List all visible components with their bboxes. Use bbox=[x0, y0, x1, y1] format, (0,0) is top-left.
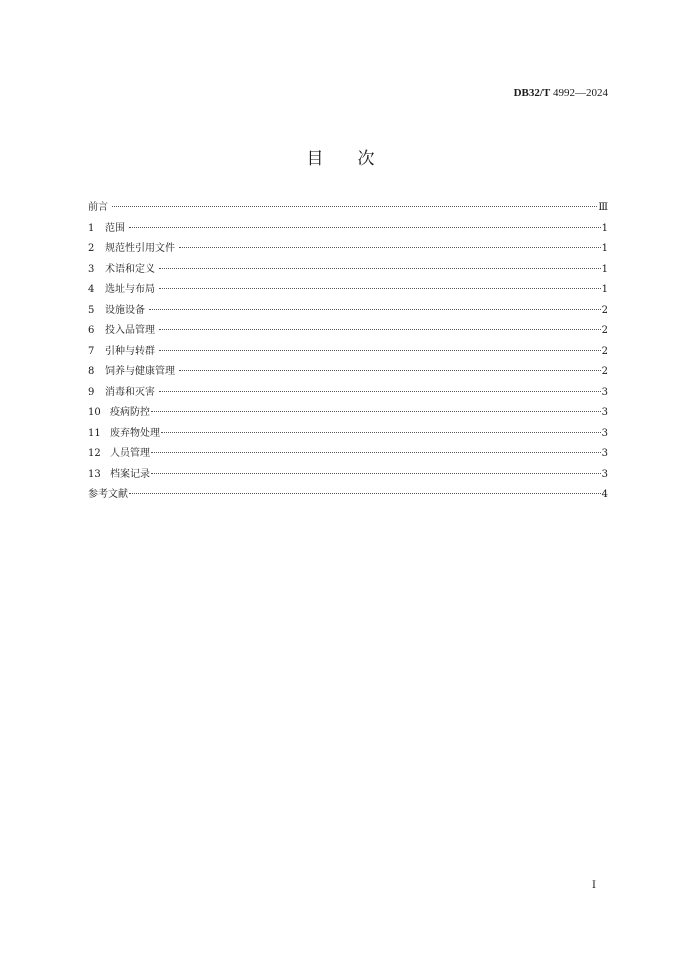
toc-entry-title: 消毒和灭害 bbox=[105, 386, 155, 398]
toc-entry-number: 4 bbox=[88, 284, 95, 295]
toc-leader-dots bbox=[129, 493, 601, 494]
toc-entry-9[interactable] bbox=[88, 383, 608, 404]
toc-leader-dots bbox=[179, 370, 601, 371]
toc-entry-12[interactable] bbox=[88, 444, 608, 465]
toc-entry-6[interactable] bbox=[88, 321, 608, 342]
toc-entry-number: 13 bbox=[88, 468, 101, 480]
toc-entry-title: 设施设备 bbox=[105, 304, 145, 316]
toc-entry-3[interactable] bbox=[88, 260, 608, 281]
toc-leader-dots bbox=[129, 227, 601, 228]
toc-leader-dots bbox=[179, 247, 601, 248]
toc-entry-page: 3 bbox=[601, 407, 608, 418]
toc-entry-page: 1 bbox=[601, 222, 608, 234]
toc-entry-13[interactable] bbox=[88, 465, 608, 486]
toc-entry-page: 1 bbox=[601, 263, 608, 275]
toc-entry-number: 10 bbox=[88, 407, 101, 418]
toc-entry-title: 投入品管理 bbox=[105, 325, 155, 336]
toc-entry-2[interactable] bbox=[88, 239, 608, 260]
toc-entry-number: 8 bbox=[88, 366, 95, 377]
toc-entry-title: 疫病防控 bbox=[110, 407, 150, 418]
toc-leader-dots bbox=[161, 432, 601, 433]
toc-entry-references[interactable] bbox=[88, 485, 608, 506]
toc-entry-8[interactable] bbox=[88, 362, 608, 383]
toc-entry-4[interactable] bbox=[88, 280, 608, 301]
toc-leader-dots bbox=[159, 391, 601, 392]
toc-entry-number: 5 bbox=[88, 304, 95, 316]
toc-entry-foreword[interactable] bbox=[88, 198, 608, 219]
page-title-char-2: 次 bbox=[357, 149, 375, 169]
toc-leader-dots bbox=[151, 452, 601, 453]
toc-entry-title: 饲养与健康管理 bbox=[105, 366, 175, 377]
toc-leader-dots bbox=[159, 329, 601, 330]
toc-entry-page: 2 bbox=[601, 366, 608, 377]
toc-entry-number: 2 bbox=[88, 243, 95, 254]
toc-entry-page: 4 bbox=[601, 489, 608, 500]
toc-leader-dots bbox=[151, 473, 601, 474]
toc-entry-number: 6 bbox=[88, 325, 95, 336]
toc-entry-title: 档案记录 bbox=[110, 468, 150, 480]
toc-leader-dots bbox=[112, 206, 597, 207]
document-code bbox=[514, 87, 608, 99]
toc-entry-number: 1 bbox=[88, 222, 95, 234]
toc-entry-title: 术语和定义 bbox=[105, 263, 155, 275]
toc-entry-number: 3 bbox=[88, 263, 95, 275]
toc-entry-11[interactable] bbox=[88, 424, 608, 445]
toc-entry-page: 2 bbox=[601, 345, 608, 357]
toc-entry-title: 人员管理 bbox=[110, 448, 150, 459]
toc-leader-dots bbox=[159, 268, 601, 269]
toc-leader-dots bbox=[151, 411, 601, 412]
toc-entry-page: 3 bbox=[601, 427, 608, 439]
toc-entry-page: 3 bbox=[601, 386, 608, 398]
toc-entry-page: 3 bbox=[601, 448, 608, 459]
toc-entry-number: 12 bbox=[88, 448, 101, 459]
toc-entry-page: Ⅲ bbox=[598, 202, 608, 213]
toc-entry-title: 废弃物处理 bbox=[110, 427, 160, 439]
toc-entry-number: 7 bbox=[88, 345, 95, 357]
toc-entry-title: 引种与转群 bbox=[105, 345, 155, 357]
toc-entry-number: 11 bbox=[88, 427, 101, 439]
toc-entry-7[interactable] bbox=[88, 342, 608, 363]
page-title bbox=[0, 144, 681, 169]
toc-entry-page: 2 bbox=[601, 304, 608, 316]
toc-entry-title: 规范性引用文件 bbox=[105, 243, 175, 254]
toc-leader-dots bbox=[159, 350, 601, 351]
toc-leader-dots bbox=[149, 309, 601, 310]
toc-entry-page: 3 bbox=[601, 468, 608, 480]
toc-entry-page: 1 bbox=[601, 284, 608, 295]
toc-entry-page: 1 bbox=[601, 243, 608, 254]
toc-entry-number: 9 bbox=[88, 386, 95, 398]
toc-entry-10[interactable] bbox=[88, 403, 608, 424]
toc-entry-title: 范围 bbox=[105, 222, 125, 234]
document-code-prefix: DB32/T bbox=[513, 87, 551, 99]
toc-entry-5[interactable] bbox=[88, 301, 608, 322]
page-title-char-1: 目 bbox=[306, 149, 324, 169]
toc-leader-dots bbox=[159, 288, 601, 289]
document-code-number: 4992—2024 bbox=[553, 87, 608, 99]
toc-entry-1[interactable] bbox=[88, 219, 608, 240]
page-number: I bbox=[592, 880, 596, 891]
toc-entry-title: 参考文献 bbox=[88, 489, 128, 500]
toc-entry-title: 前言 bbox=[88, 202, 108, 213]
toc-entry-page: 2 bbox=[601, 325, 608, 336]
toc-entry-title: 选址与布局 bbox=[105, 284, 155, 295]
table-of-contents bbox=[88, 198, 608, 506]
